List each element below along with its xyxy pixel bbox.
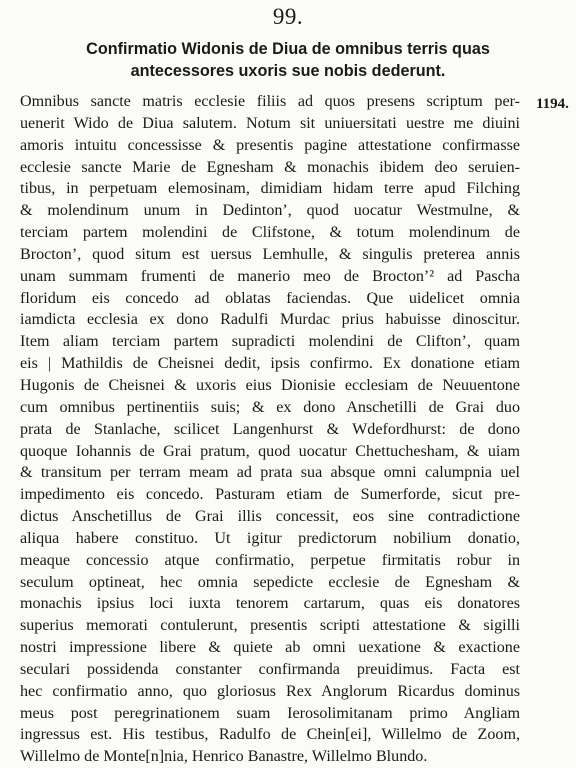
body-line: prata de Stanlache, scilicet Langenhurst & Wdefordhurst: de dono [20,420,520,438]
body-line: Omnibus sancte matris ecclesie filiis ad quos presens scriptum per- [20,93,520,110]
body-line: unam summam frumenti de manerio meo de Brocton’² ad Pascha [20,267,520,285]
body-line: & molendinum unum in Dedinton’, quod uocatur Westmulne, & [20,202,520,220]
body-line: terciam partem molendini de Clifstone, & totum molendinum de [20,224,520,242]
charter-body [20,91,520,768]
body-line: aliqua habere constituo. Ut igitur predictorum nobilium donatio, [20,529,520,547]
body-line: uenerit Wido de Diua salutem. Notum sit uniuersitati uestre me diuini [20,114,520,132]
body-line: nostri impressione libere & quiete ab omni uexatione & exactione [20,639,520,657]
body-line: meus post peregrinationem suam Ierosolimitanam primo Angliam [20,704,520,722]
body-line: seculum optineat, hec omnia sepedicte ecclesie de Egnesham & [20,573,520,591]
body-line: ingressus est. His testibus, Radulfo de Chein[ei], Willelmo de Zoom, [20,726,520,744]
body-line: amoris intuitu concessisse & presentis pagine attestatione confirmasse [20,136,520,154]
body-line: quoque Iohannis de Grai pratum, quod uocatur Chettuchesham, & uiam [20,442,520,460]
body-line: iamdicta ecclesia ex dono Radulfi Murdac prius habuisse dinoscitur. [20,311,520,329]
body-line: monachis ipsius loci iuxta tenorem cartarum, quas eis donatores [20,595,520,613]
body-line: impedimento eis concedo. Pasturam etiam de Sumerforde, sicut pre- [20,486,520,504]
margin-year: 1194. [536,96,569,112]
body-line: Brocton’, quod situm est uersus Lemhulle, & singulis preterea annis [20,245,520,263]
body-line: dictus Anschetillus de Grai illis concessit, eos sine contradictione [20,508,520,526]
body-line: Hugonis de Cheisnei & uxoris eius Dionisie ecclesiam de Neuuentone [20,376,520,394]
body-line: ecclesie sancte Marie de Egnesham & monachis ibidem deo seruien- [20,158,520,176]
title-line-1: Confirmatio Widonis de Diua de omnibus terris quas [86,40,490,58]
body-line: floridum eis concedo ad oblatas faciendas. Que uidelicet omnia [20,289,520,307]
body-line: tibus, in perpetuam elemosinam, dimidiam hidam terre apud Filching [20,180,520,198]
body-line: eis | Mathildis de Cheisnei dedit, ipsis confirmo. Ex donatione etiam [20,355,520,373]
charter-title [0,38,576,82]
body-line: Item aliam terciam partem supradicti molendini de Clifton’, quam [20,333,520,351]
body-line: seculari possidenda constanter confirmanda preuidimus. Facta est [20,660,520,678]
page-number: 99. [272,4,304,29]
body-line: & transitum per terram meam ad prata sua absque omni calumpnia uel [20,464,520,482]
body-line: cum omnibus pertinentiis suis; & ex dono Anschetilli de Grai duo [20,398,520,416]
body-line: Willelmo de Monte[n]nia, Henrico Banastre, Willelmo Blundo. [20,748,428,766]
title-line-2: antecessores uxoris sue nobis dederunt. [130,62,446,80]
body-line: superius memorati contulerunt, presentis scripti attestatione & sigilli [20,617,520,635]
body-line: meaque concessio atque confirmatio, perpetue firmitatis robur in [20,551,520,569]
body-line: hec confirmatio anno, quo gloriosus Rex Anglorum Ricardus dominus [20,682,520,700]
